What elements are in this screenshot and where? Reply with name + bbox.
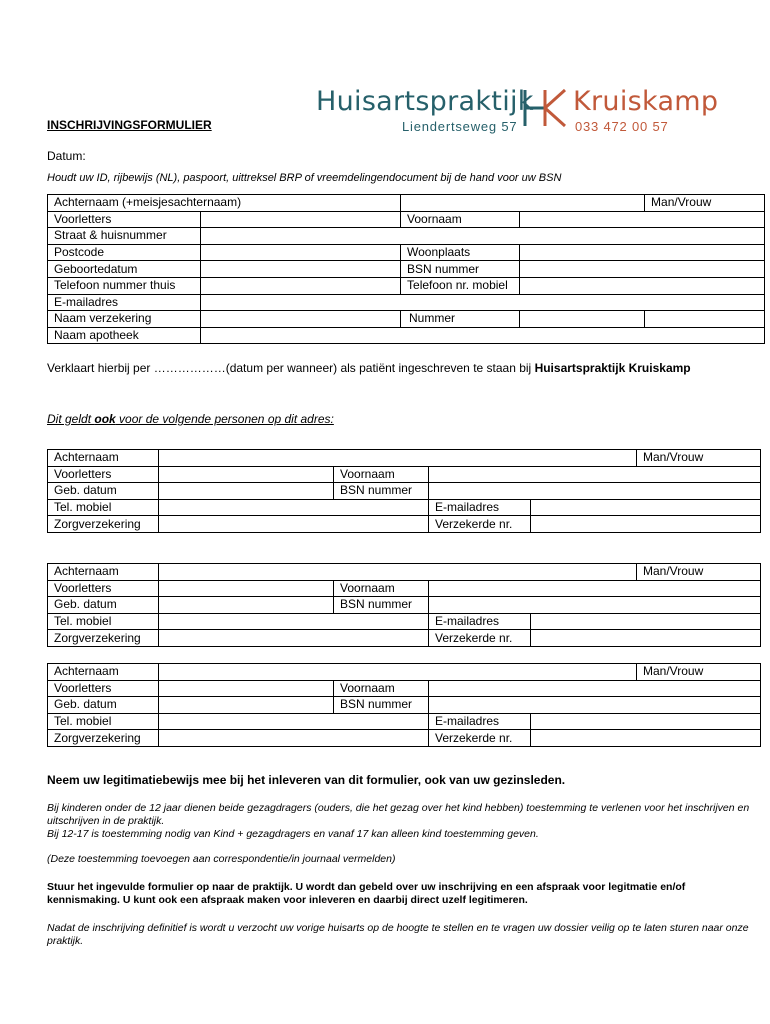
- voornaam-label: Voornaam: [334, 680, 429, 697]
- table-row: [48, 730, 761, 747]
- bsn-field[interactable]: [429, 597, 761, 614]
- tel-label: Tel. mobiel: [48, 613, 159, 630]
- geb-datum-label: Geb. datum: [48, 597, 159, 614]
- voorletters-field[interactable]: [159, 680, 334, 697]
- person-table-1: [47, 449, 761, 533]
- also-post: voor de volgende personen op dit adres:: [115, 412, 334, 426]
- also-ook: ook: [94, 412, 116, 426]
- voorletters-field[interactable]: [159, 580, 334, 597]
- zorg-label: Zorgverzekering: [48, 630, 159, 647]
- table-row: [48, 613, 761, 630]
- zorg-field[interactable]: [159, 516, 429, 533]
- bsn-field[interactable]: [429, 697, 761, 714]
- table-row: [48, 311, 765, 328]
- table-row: [48, 327, 765, 344]
- voorletters-label: Voorletters: [48, 211, 201, 228]
- zorg-field[interactable]: [159, 730, 429, 747]
- straat-field[interactable]: [201, 228, 765, 245]
- woonplaats-label: Woonplaats: [401, 244, 520, 261]
- form-title: INSCHRIJVINGSFORMULIER: [47, 118, 212, 132]
- logo-name-right: Kruiskamp: [573, 86, 719, 117]
- nummer-field[interactable]: [520, 311, 645, 328]
- table-row: [48, 228, 765, 245]
- voornaam-field[interactable]: [429, 580, 761, 597]
- zorg-field[interactable]: [159, 630, 429, 647]
- voornaam-field[interactable]: [429, 680, 761, 697]
- id-note: Houdt uw ID, rijbewijs (NL), paspoort, uittreksel BRP of vreemdelingendocument bij de hand voor uw BSN: [47, 172, 562, 184]
- achternaam-field[interactable]: [159, 664, 637, 681]
- verzekering-field[interactable]: [201, 311, 401, 328]
- email-label: E-mailadres: [48, 294, 201, 311]
- voorletters-label: Voorletters: [48, 580, 159, 597]
- declaration-pre: Verklaart hierbij per ………………(datum per wanneer) als patiënt ingeschreven te staan bij: [47, 361, 535, 375]
- voorletters-label: Voorletters: [48, 680, 159, 697]
- main-registration-table: [47, 194, 765, 344]
- tel-label: Tel. mobiel: [48, 499, 159, 516]
- table-row: [48, 713, 761, 730]
- geb-datum-field[interactable]: [159, 483, 334, 500]
- verzekerde-field[interactable]: [531, 730, 761, 747]
- sex-label[interactable]: Man/Vrouw: [637, 564, 761, 581]
- voornaam-label: Voornaam: [334, 466, 429, 483]
- table-row: [48, 664, 761, 681]
- email-label: E-mailadres: [429, 613, 531, 630]
- geboortedatum-label: Geboortedatum: [48, 261, 201, 278]
- table-row: [48, 211, 765, 228]
- email-field[interactable]: [531, 613, 761, 630]
- verzekerde-label: Verzekerde nr.: [429, 730, 531, 747]
- table-row: [48, 261, 765, 278]
- table-row: [48, 483, 761, 500]
- geb-datum-field[interactable]: [159, 597, 334, 614]
- sex-label[interactable]: Man/Vrouw: [645, 195, 765, 212]
- email-label: E-mailadres: [429, 499, 531, 516]
- zorg-label: Zorgverzekering: [48, 516, 159, 533]
- geboortedatum-field[interactable]: [201, 261, 401, 278]
- tel-field[interactable]: [159, 613, 429, 630]
- practice-phone: 033 472 00 57: [575, 119, 669, 134]
- send-instructions: Stuur het ingevulde formulier op naar de praktijk. U wordt dan gebeld over uw inschrijving en een afspraak voor legitmatie en/of kennismaking. U kunt ook een afspraak maken voor inleveren en daarbij direct uzelf legitimeren.: [47, 881, 686, 906]
- practice-address: Liendertseweg 57: [402, 119, 518, 134]
- geb-datum-label: Geb. datum: [48, 697, 159, 714]
- achternaam-field[interactable]: [159, 450, 637, 467]
- nummer-extra-field[interactable]: [645, 311, 765, 328]
- verzekering-label: Naam verzekering: [48, 311, 201, 328]
- tel-field[interactable]: [159, 499, 429, 516]
- voorletters-field[interactable]: [159, 466, 334, 483]
- tel-label: Tel. mobiel: [48, 713, 159, 730]
- hk-logo-mark: [519, 88, 571, 128]
- voorletters-label: Voorletters: [48, 466, 159, 483]
- table-row: [48, 564, 761, 581]
- datum-label: Datum:: [47, 149, 86, 163]
- telefoon-mobiel-label: Telefoon nr. mobiel: [401, 277, 520, 294]
- also-pre: Dit geldt: [47, 412, 95, 426]
- table-row: [48, 499, 761, 516]
- bsn-label: BSN nummer: [334, 697, 429, 714]
- note-children: Bij kinderen onder de 12 jaar dienen beide gezagdragers (ouders, die het gezag over het kind hebben) toestemming te verlenen voor het inschrijven en uitschrijven in de praktijk.: [47, 802, 750, 827]
- voornaam-label: Voornaam: [401, 211, 520, 228]
- verzekerde-label: Verzekerde nr.: [429, 516, 531, 533]
- email-field[interactable]: [531, 499, 761, 516]
- geb-datum-field[interactable]: [159, 697, 334, 714]
- voornaam-field[interactable]: [429, 466, 761, 483]
- achternaam-label: Achternaam: [48, 450, 159, 467]
- telefoon-mobiel-field[interactable]: [520, 277, 765, 294]
- achternaam-field[interactable]: [159, 564, 637, 581]
- email-field[interactable]: [531, 713, 761, 730]
- voornaam-field[interactable]: [520, 211, 765, 228]
- bring-id-notice: Neem uw legitimatiebewijs mee bij het inleveren van dit formulier, ook van uw gezinsleden.: [47, 773, 566, 787]
- postcode-label: Postcode: [48, 244, 201, 261]
- table-row: [48, 277, 765, 294]
- woonplaats-field[interactable]: [520, 244, 765, 261]
- table-row: [48, 294, 765, 311]
- apotheek-field[interactable]: [201, 327, 765, 344]
- achternaam-field[interactable]: [401, 195, 645, 212]
- email-field[interactable]: [201, 294, 765, 311]
- note-consent: (Deze toestemming toevoegen aan correspondentie/in journaal vermelden): [47, 853, 396, 865]
- table-row: [48, 516, 761, 533]
- voorletters-field[interactable]: [201, 211, 401, 228]
- straat-label: Straat & huisnummer: [48, 228, 201, 245]
- apotheek-label: Naam apotheek: [48, 327, 201, 344]
- table-row: [48, 697, 761, 714]
- achternaam-label: Achternaam (+meisjesachternaam): [48, 195, 401, 212]
- note-previous-gp: Nadat de inschrijving definitief is wordt u verzocht uw vorige huisarts op de hoogte te stellen en te vragen uw dossier veilig op te laten sturen naar onze praktijk.: [47, 922, 749, 947]
- verzekerde-field[interactable]: [531, 630, 761, 647]
- table-row: [48, 466, 761, 483]
- voornaam-label: Voornaam: [334, 580, 429, 597]
- zorg-label: Zorgverzekering: [48, 730, 159, 747]
- bsn-label: BSN nummer: [334, 597, 429, 614]
- verzekerde-label: Verzekerde nr.: [429, 630, 531, 647]
- telefoon-thuis-label: Telefoon nummer thuis: [48, 277, 201, 294]
- geb-datum-label: Geb. datum: [48, 483, 159, 500]
- table-row: [48, 597, 761, 614]
- declaration-practice: Huisartspraktijk Kruiskamp: [534, 361, 691, 375]
- table-row: [48, 630, 761, 647]
- telefoon-thuis-field[interactable]: [201, 277, 401, 294]
- email-label: E-mailadres: [429, 713, 531, 730]
- table-row: [48, 450, 761, 467]
- nummer-label: Nummer: [401, 311, 520, 328]
- verzekerde-field[interactable]: [531, 516, 761, 533]
- sex-label[interactable]: Man/Vrouw: [637, 450, 761, 467]
- bsn-field[interactable]: [520, 261, 765, 278]
- table-row: [48, 244, 765, 261]
- declaration-text: [47, 361, 691, 375]
- note-12-17: Bij 12-17 is toestemming nodig van Kind + gezagdragers en vanaf 17 kan alleen kind toestemming geven.: [47, 828, 539, 840]
- bsn-label: BSN nummer: [401, 261, 520, 278]
- person-table-2: [47, 563, 761, 647]
- bsn-label: BSN nummer: [334, 483, 429, 500]
- additional-persons-heading: [47, 412, 334, 426]
- tel-field[interactable]: [159, 713, 429, 730]
- table-row: [48, 195, 765, 212]
- postcode-field[interactable]: [201, 244, 401, 261]
- table-row: [48, 580, 761, 597]
- logo-name-left: Huisartspraktijk: [316, 86, 534, 117]
- sex-label[interactable]: Man/Vrouw: [637, 664, 761, 681]
- person-table-3: [47, 663, 761, 747]
- bsn-field[interactable]: [429, 483, 761, 500]
- achternaam-label: Achternaam: [48, 664, 159, 681]
- achternaam-label: Achternaam: [48, 564, 159, 581]
- table-row: [48, 680, 761, 697]
